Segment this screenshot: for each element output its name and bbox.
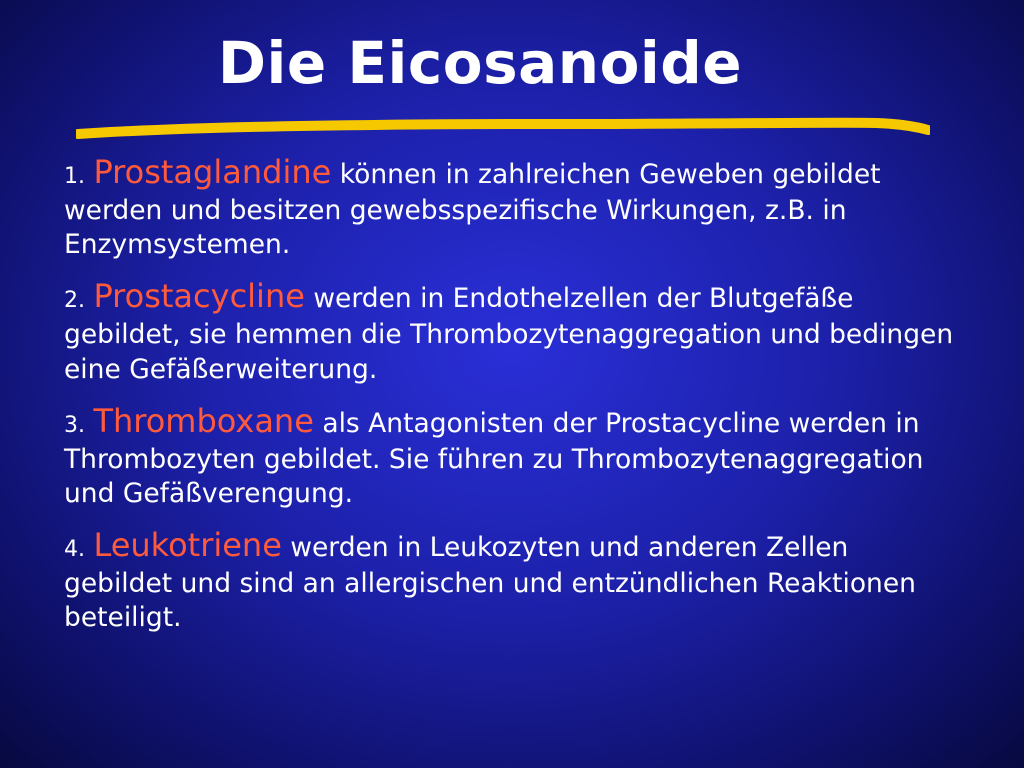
list-item <box>64 401 964 511</box>
item-number: 2. <box>64 288 85 314</box>
item-number: 3. <box>64 412 85 438</box>
item-term: Thromboxane <box>93 401 314 440</box>
list-item <box>64 525 964 635</box>
item-text: als Antagonisten der Prostacycline werden in Thrombozyten gebildet. Sie führen zu Thrombozytenaggregation und Gefäßverengung. <box>64 407 924 509</box>
item-text: können in zahlreichen Geweben gebildet werden und besitzen gewebsspezifische Wirkungen, z.B. in Enzymsystemen. <box>64 159 881 261</box>
item-term: Prostaglandine <box>93 153 332 191</box>
item-number: 1. <box>64 164 85 189</box>
title-underline <box>76 112 930 142</box>
list-item <box>64 152 964 262</box>
item-term: Prostacycline <box>93 277 305 316</box>
item-text: werden in Endothelzellen der Blutgefäße gebildet, sie hemmen die Thrombozytenaggregation und bedingen eine Gefäßerweiterung. <box>64 283 954 385</box>
slide-title: Die Eicosanoide <box>217 29 743 97</box>
item-term: Leukotriene <box>93 526 282 565</box>
item-number: 4. <box>64 537 85 563</box>
list-item <box>64 276 964 386</box>
item-text: werden in Leukozyten und anderen Zellen gebildet und sind an allergischen und entzündlichen Reaktionen beteiligt. <box>64 532 916 634</box>
eicosanoid-list <box>64 152 964 650</box>
